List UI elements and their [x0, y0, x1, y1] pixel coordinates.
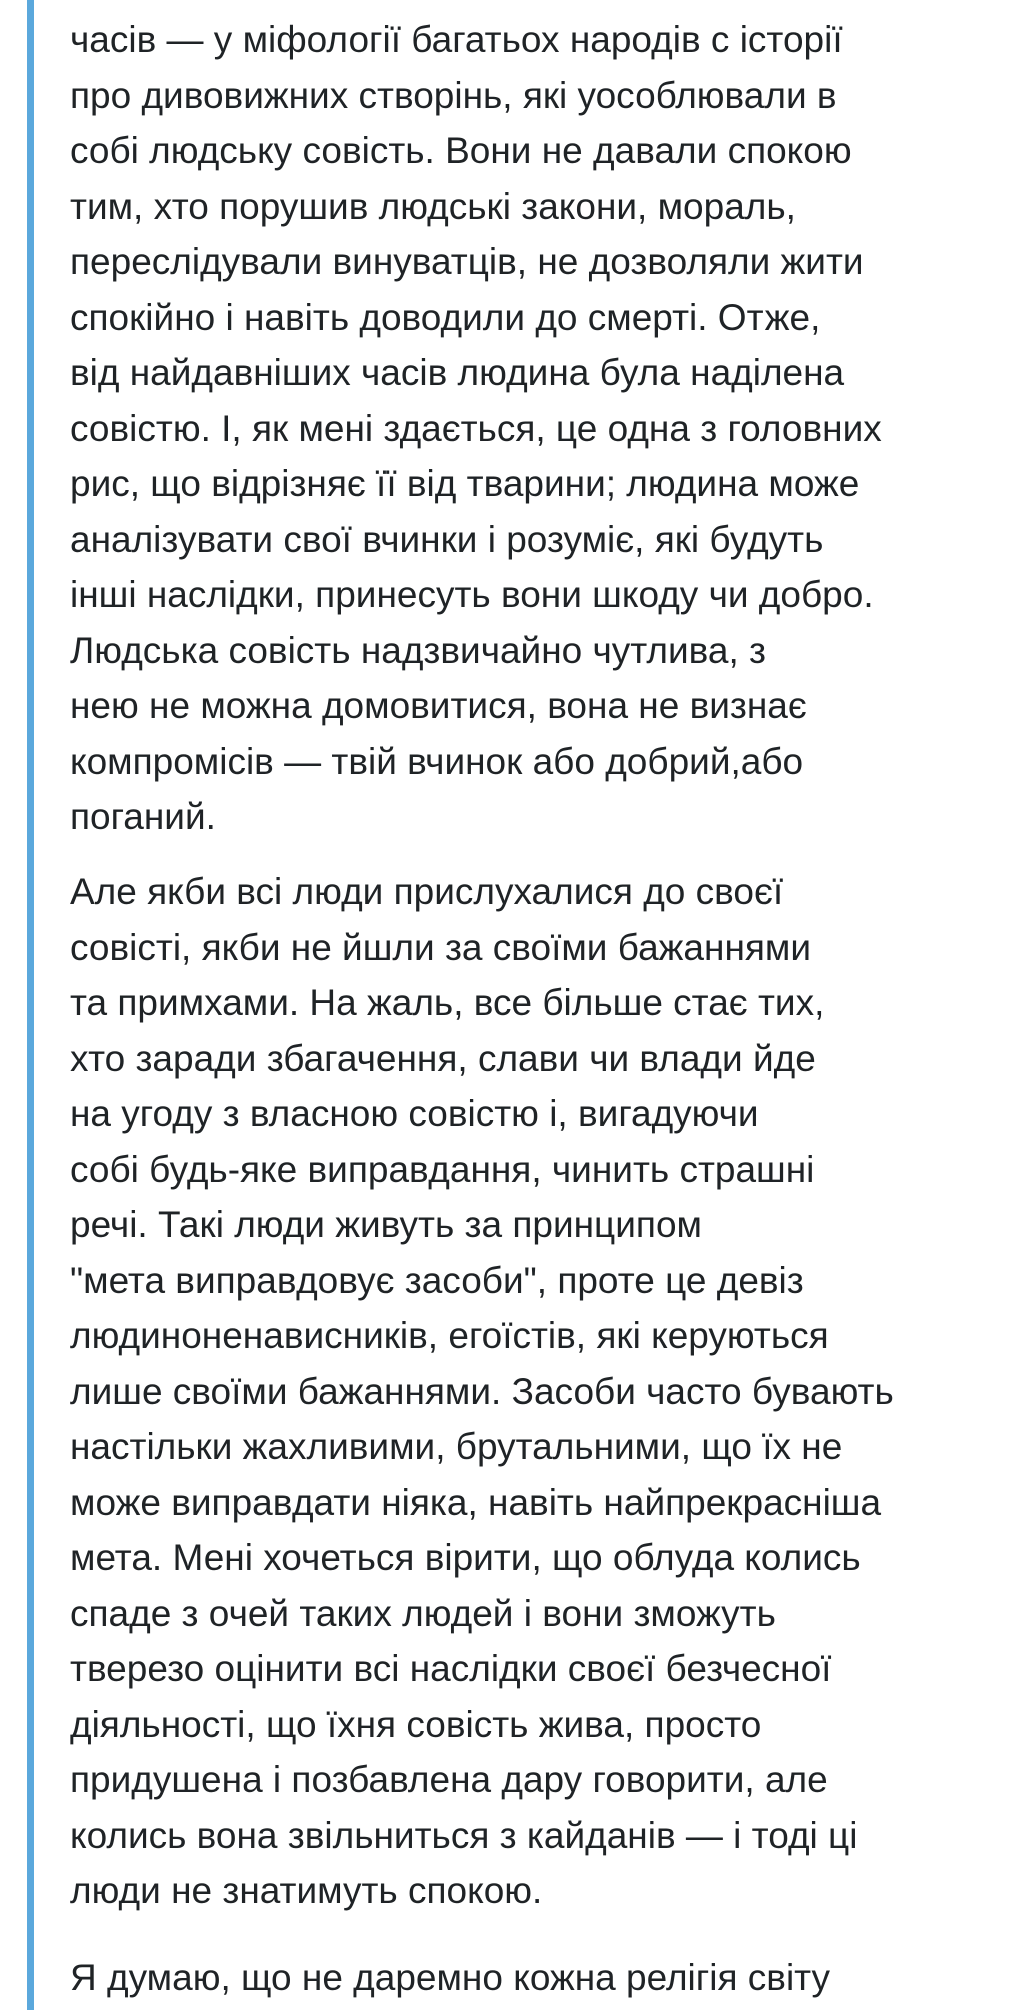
text-line: інші наслідки, принесуть вони шкоду чи добро.: [70, 574, 874, 615]
text-line: собі людську совість. Вони не давали спокою: [70, 130, 852, 171]
text-line: аналізувати свої вчинки і розуміє, які будуть: [70, 518, 824, 560]
text-line: колись вона звільниться з кайданів — і тоді ці: [70, 1814, 858, 1856]
text-line: тверезо оцінити всі наслідки своєї безчесної: [70, 1648, 832, 1689]
text-line: від найдавніших часів людина була наділена: [70, 352, 845, 393]
text-line: совісті, якби не йшли за своїми бажаннями: [70, 926, 812, 968]
paragraph-2: [70, 864, 894, 1919]
text-line: Я думаю, що не даремно кожна релігія світу: [70, 1957, 831, 1998]
text-line: часів — у міфології багатьох народів с історії: [70, 19, 843, 60]
text-line: настільки жахливими, брутальними, що їх не: [70, 1426, 843, 1467]
text-line: совістю. І, як мені здається, це одна з головних: [70, 407, 882, 449]
text-line: спокійно і навіть доводили до смерті. Отже,: [70, 296, 821, 338]
text-line: речі. Такі люди живуть за принципом: [70, 1204, 702, 1245]
text-line: придушена і позбавлена дару говорити, але: [70, 1759, 828, 1800]
text-line: компромісів — твій вчинок або добрий,або: [70, 740, 804, 782]
text-line: лише своїми бажаннями. Засоби часто бувають: [70, 1370, 894, 1412]
paragraph-1: [70, 12, 882, 845]
text-line: поганий.: [70, 796, 216, 837]
text-line: тим, хто порушив людські закони, мораль,: [70, 185, 796, 227]
text-line: рис, що відрізняє її від тварини; людина може: [70, 463, 860, 504]
text-line: нею не можна домовитися, вона не визнає: [70, 685, 807, 726]
text-line: спаде з очей таких людей і вони зможуть: [70, 1592, 776, 1634]
text-line: люди не знатимуть спокою.: [70, 1870, 543, 1911]
text-line: діяльності, що їхня совість жива, просто: [70, 1703, 762, 1745]
text-line: на угоду з власною совістю і, вигадуючи: [70, 1093, 759, 1134]
text-line: людиноненависників, егоїстів, які керуються: [70, 1315, 829, 1356]
paragraph-3: [70, 1950, 830, 2006]
document-text: [70, 0, 1020, 2010]
text-line: може виправдати ніяка, навіть найпрекрасніша: [70, 1481, 882, 1523]
text-line: Але якби всі люди прислухалися до своєї: [70, 871, 784, 912]
text-line: хто заради збагачення, слави чи влади йде: [70, 1037, 816, 1079]
text-line: Людська совість надзвичайно чутлива, з: [70, 629, 767, 671]
text-line: та примхами. На жаль, все більше стає тих,: [70, 982, 825, 1023]
text-line: про дивовижних створінь, які уособлювали в: [70, 74, 837, 116]
text-line: собі будь-яке виправдання, чинить страшні: [70, 1148, 815, 1190]
text-line: переслідували винуватців, не дозволяли жити: [70, 241, 864, 282]
text-line: мета. Мені хочеться вірити, що облуда колись: [70, 1537, 861, 1578]
text-line: "мета виправдовує засоби", проте це девіз: [70, 1259, 804, 1301]
quote-accent-bar: [27, 0, 34, 2010]
